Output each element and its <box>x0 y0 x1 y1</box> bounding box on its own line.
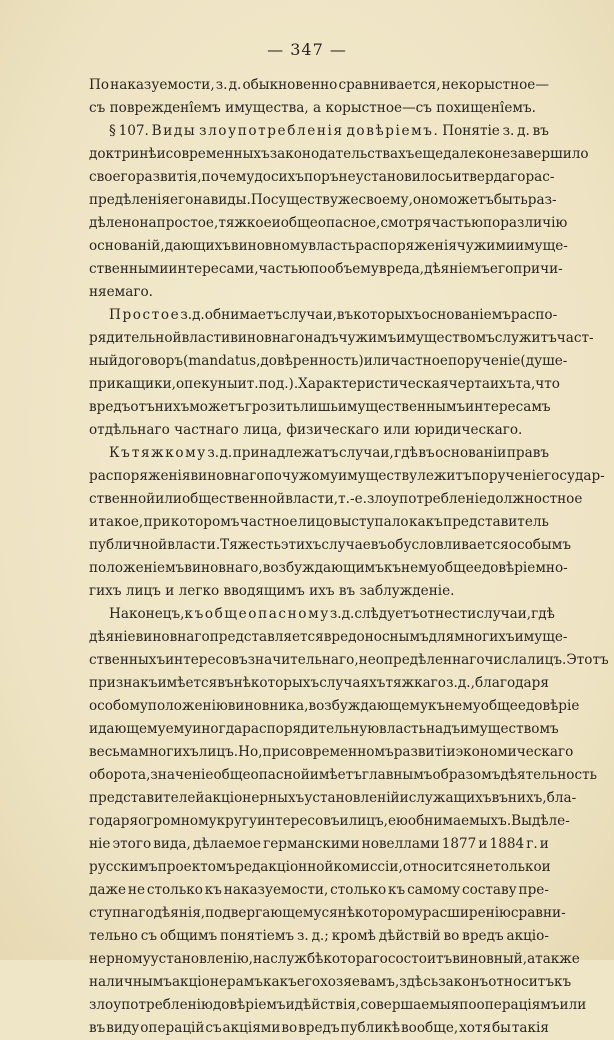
text-line: и такое, при которомъ частное лицо выступало какъ представитель <box>89 514 549 530</box>
page-number: — 347 — <box>267 40 347 59</box>
text-line: ніе этого вида, дѣлаемое германскими новеллами 1877 и 1884 г. и <box>89 836 549 852</box>
text-line: дѣяніе виновнаго представляется вредоноснымъ для многихъ имуще- <box>89 629 568 645</box>
text-line: ственной или общественной власти, т.-е. злоупотребленіе должностное <box>89 491 583 507</box>
text-line: ственными интересами, частью по объему вреда, дѣяніемъ его причи- <box>89 261 563 277</box>
text-line: признакъ имѣется въ нѣкоторыхъ случаяхъ тяжкаго з. д., благодаря <box>89 675 549 691</box>
page-body-text <box>89 74 609 1040</box>
text-line: распоряженія виновнаго по чужому имуществу лежитъ порученіе государ- <box>89 468 605 484</box>
text-line: рядительной власти виновнаго надъ чужимъ имуществомъ служитъ част- <box>89 330 594 346</box>
text-line: и дающему ему иногда распорядительную власть надъ имуществомъ <box>89 721 559 737</box>
text-line: ступнаго дѣянія, подвергающемуся нѣкоторому расширенію сравни- <box>89 905 566 921</box>
text-line: въ виду операцій съ акціями во вредъ публикѣ вообще, хотя бы такія <box>89 1020 549 1036</box>
text-line: предѣленія его на виды. По существу же своему, оно можетъ быть раз- <box>89 192 557 208</box>
text-line: наличнымъ акціонерамъ какъ его хозяевамъ, здѣсь законъ относитъ къ <box>89 974 572 990</box>
text-line: даже не столько къ наказуемости, столько къ самому составу пре- <box>89 882 549 898</box>
text-line: злоупотребленію довѣріемъ и дѣйствія, совершаемыя по операціямъ или <box>89 997 587 1013</box>
text-line: русскимъ проектомъ редакціонной комиссіи, относится не только и <box>89 859 551 875</box>
text-line: По наказуемости, з. д. обыкновенно сравнивается, некорыстное— <box>89 77 549 93</box>
text-line: особому положенію виновника, возбуждающему къ нему общее довѣріе <box>89 698 580 714</box>
text-line: положеніемъ виновнаго, возбуждающимъ къ нему общее довѣріе мно- <box>89 560 568 576</box>
text-line: тельно съ общимъ понятіемъ з. д.; кромѣ дѣйствій во вредъ акціо- <box>89 928 549 944</box>
text-line: публичной власти. Тяжесть этихъ случаевъ обусловливается особымъ <box>89 537 571 553</box>
text-line: ный договоръ (mandatus, довѣренность) или частное порученіе (душе- <box>89 353 568 369</box>
text-line: оборота, значеніе общеопасной имѣетъ главнымъ образомъ дѣятельность <box>89 767 597 783</box>
text-line: няемаго. <box>89 284 153 300</box>
text-line: представителей акціонерныхъ установленій и служащихъ въ нихъ, бла- <box>89 790 577 806</box>
text-line: своего развитія, почему до сихъ поръ не установилось и твердаго рас- <box>89 169 555 185</box>
text-line: гихъ лицъ и легко вводящимъ ихъ въ заблужденіе. <box>89 583 455 599</box>
text-line: основаній, дающихъ виновному власть распоряженія чужими имуще- <box>89 238 568 254</box>
text-line: весьма многихъ лицъ. Но, при современномъ развитіи экономическаго <box>89 744 574 760</box>
text-line: прикащики, опекуны и т. под.). Характеристическая черта ихъ та, что <box>89 376 560 392</box>
text-line: § 107. Виды злоупотребленія довѣріемъ. Понятіе з. д. въ <box>109 123 549 139</box>
text-line: Наконецъ, къ общеопасному з. д. слѣдуетъ отнести случаи, гдѣ <box>109 606 555 622</box>
text-line: Къ тяжкому з. д. принадлежатъ случаи, гдѣ въ основаніи правъ <box>109 445 549 461</box>
text-line: Простое з. д. обнимаетъ случаи, въ которыхъ основаніемъ распо- <box>109 307 558 323</box>
text-line: съ повреждені̂емъ имущества, а корыстное—съ похищені̂емъ. <box>89 100 536 116</box>
text-line: отдѣльнаго частнаго лица, физическаго или юридическаго. <box>89 422 523 438</box>
text-line: годаря огромному кругу интересовъ и лицъ, ею обнимаемыхъ. Выдѣле- <box>89 813 570 829</box>
text-line: доктринѣ и современныхъ законодательствахъ еще далеко не завершило <box>89 146 589 162</box>
text-line: дѣлено на простое, тяжкое и общеопасное, смотря частью по различію <box>89 215 568 231</box>
text-line: ственныхъ интересовъ значительнаго, неопредѣленнаго числа лицъ. Этотъ <box>89 652 609 668</box>
text-line: нерному установленію, на службѣ котораго состоитъ виновный, а также <box>89 951 580 967</box>
text-line: вредъ отъ нихъ можетъ грозить лишь имущественнымъ интересамъ <box>89 399 551 415</box>
